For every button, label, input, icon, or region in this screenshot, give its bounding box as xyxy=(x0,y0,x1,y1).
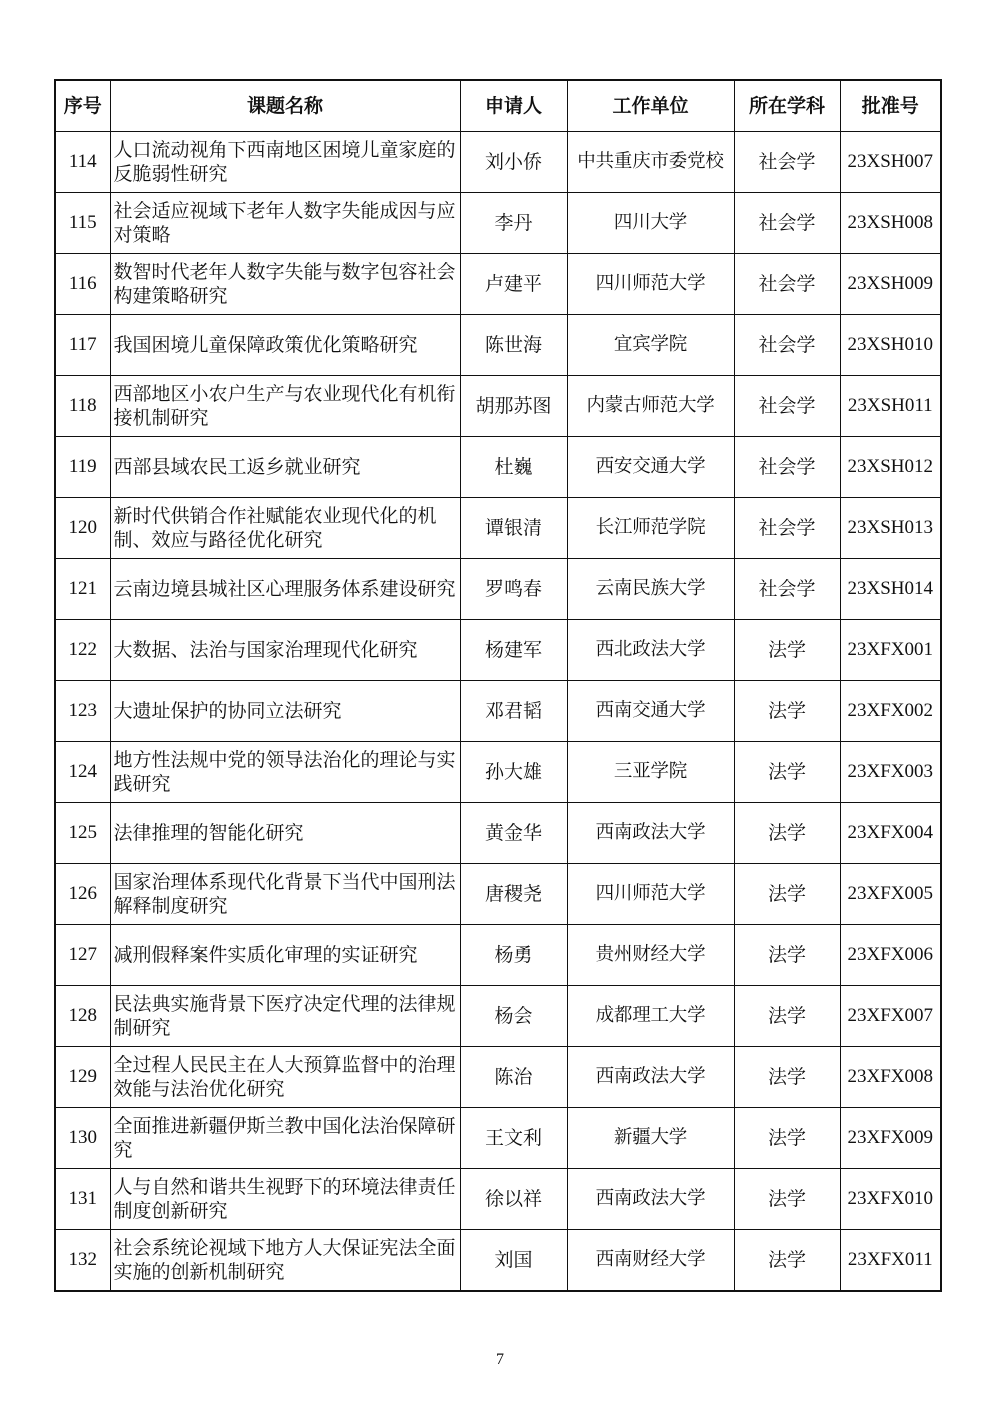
table-row xyxy=(55,864,941,925)
cell-applicant: 刘小侨 xyxy=(460,132,567,193)
cell-title: 云南边境县城社区心理服务体系建设研究 xyxy=(110,559,460,620)
table-header-row xyxy=(55,80,941,132)
cell-discipline: 法学 xyxy=(734,1047,840,1108)
cell-unit: 四川师范大学 xyxy=(567,864,734,925)
cell-applicant: 陈世海 xyxy=(460,315,567,376)
cell-applicant: 唐稷尧 xyxy=(460,864,567,925)
cell-title: 地方性法规中党的领导法治化的理论与实践研究 xyxy=(110,742,460,803)
cell-no: 120 xyxy=(55,498,110,559)
cell-approval: 23XSH014 xyxy=(840,559,941,620)
cell-title: 数智时代老年人数字失能与数字包容社会构建策略研究 xyxy=(110,254,460,315)
cell-discipline: 法学 xyxy=(734,620,840,681)
cell-title: 全面推进新疆伊斯兰教中国化法治保障研究 xyxy=(110,1108,460,1169)
header-discipline: 所在学科 xyxy=(734,80,840,132)
cell-title: 人口流动视角下西南地区困境儿童家庭的反脆弱性研究 xyxy=(110,132,460,193)
cell-unit: 四川大学 xyxy=(567,193,734,254)
table-row xyxy=(55,742,941,803)
cell-unit: 西南政法大学 xyxy=(567,803,734,864)
cell-applicant: 邓君韬 xyxy=(460,681,567,742)
table-row xyxy=(55,315,941,376)
cell-applicant: 李丹 xyxy=(460,193,567,254)
cell-discipline: 社会学 xyxy=(734,437,840,498)
cell-no: 130 xyxy=(55,1108,110,1169)
cell-title: 大遗址保护的协同立法研究 xyxy=(110,681,460,742)
cell-no: 123 xyxy=(55,681,110,742)
table-row xyxy=(55,437,941,498)
cell-approval: 23XSH008 xyxy=(840,193,941,254)
project-table xyxy=(54,79,942,1292)
cell-unit: 新疆大学 xyxy=(567,1108,734,1169)
cell-discipline: 法学 xyxy=(734,1169,840,1230)
cell-approval: 23XFX008 xyxy=(840,1047,941,1108)
cell-approval: 23XFX010 xyxy=(840,1169,941,1230)
cell-unit: 云南民族大学 xyxy=(567,559,734,620)
cell-applicant: 罗鸣春 xyxy=(460,559,567,620)
cell-unit: 西南政法大学 xyxy=(567,1169,734,1230)
cell-approval: 23XSH012 xyxy=(840,437,941,498)
cell-applicant: 杨会 xyxy=(460,986,567,1047)
cell-approval: 23XFX005 xyxy=(840,864,941,925)
cell-unit: 四川师范大学 xyxy=(567,254,734,315)
cell-approval: 23XSH007 xyxy=(840,132,941,193)
table-row xyxy=(55,1047,941,1108)
cell-unit: 成都理工大学 xyxy=(567,986,734,1047)
cell-discipline: 社会学 xyxy=(734,559,840,620)
cell-no: 124 xyxy=(55,742,110,803)
cell-no: 129 xyxy=(55,1047,110,1108)
cell-applicant: 徐以祥 xyxy=(460,1169,567,1230)
cell-no: 131 xyxy=(55,1169,110,1230)
cell-no: 114 xyxy=(55,132,110,193)
cell-approval: 23XFX006 xyxy=(840,925,941,986)
table-row xyxy=(55,132,941,193)
cell-approval: 23XFX009 xyxy=(840,1108,941,1169)
cell-discipline: 法学 xyxy=(734,986,840,1047)
cell-applicant: 杜巍 xyxy=(460,437,567,498)
cell-discipline: 法学 xyxy=(734,803,840,864)
cell-title: 全过程人民民主在人大预算监督中的治理效能与法治优化研究 xyxy=(110,1047,460,1108)
cell-discipline: 社会学 xyxy=(734,132,840,193)
header-no: 序号 xyxy=(55,80,110,132)
header-applicant: 申请人 xyxy=(460,80,567,132)
table-row xyxy=(55,498,941,559)
cell-approval: 23XFX007 xyxy=(840,986,941,1047)
cell-title: 西部地区小农户生产与农业现代化有机衔接机制研究 xyxy=(110,376,460,437)
cell-applicant: 孙大雄 xyxy=(460,742,567,803)
cell-applicant: 王文利 xyxy=(460,1108,567,1169)
cell-no: 122 xyxy=(55,620,110,681)
cell-approval: 23XSH013 xyxy=(840,498,941,559)
cell-applicant: 刘国 xyxy=(460,1230,567,1292)
table-row xyxy=(55,254,941,315)
header-title: 课题名称 xyxy=(110,80,460,132)
table-row xyxy=(55,681,941,742)
cell-no: 115 xyxy=(55,193,110,254)
cell-no: 125 xyxy=(55,803,110,864)
cell-applicant: 杨勇 xyxy=(460,925,567,986)
cell-no: 132 xyxy=(55,1230,110,1292)
cell-unit: 西南财经大学 xyxy=(567,1230,734,1292)
table-row xyxy=(55,986,941,1047)
cell-title: 法律推理的智能化研究 xyxy=(110,803,460,864)
page-number: 7 xyxy=(496,1351,504,1368)
cell-title: 我国困境儿童保障政策优化策略研究 xyxy=(110,315,460,376)
cell-unit: 中共重庆市委党校 xyxy=(567,132,734,193)
cell-approval: 23XFX004 xyxy=(840,803,941,864)
table-body xyxy=(55,132,941,1292)
cell-title: 新时代供销合作社赋能农业现代化的机制、效应与路径优化研究 xyxy=(110,498,460,559)
cell-title: 社会系统论视域下地方人大保证宪法全面实施的创新机制研究 xyxy=(110,1230,460,1292)
table-row xyxy=(55,1108,941,1169)
cell-approval: 23XSH009 xyxy=(840,254,941,315)
cell-discipline: 社会学 xyxy=(734,193,840,254)
project-table-container xyxy=(54,79,940,1292)
cell-applicant: 卢建平 xyxy=(460,254,567,315)
cell-applicant: 黄金华 xyxy=(460,803,567,864)
cell-title: 减刑假释案件实质化审理的实证研究 xyxy=(110,925,460,986)
cell-unit: 三亚学院 xyxy=(567,742,734,803)
cell-applicant: 陈治 xyxy=(460,1047,567,1108)
cell-approval: 23XFX002 xyxy=(840,681,941,742)
cell-discipline: 社会学 xyxy=(734,254,840,315)
cell-title: 人与自然和谐共生视野下的环境法律责任制度创新研究 xyxy=(110,1169,460,1230)
cell-approval: 23XSH010 xyxy=(840,315,941,376)
table-row xyxy=(55,1169,941,1230)
table-row xyxy=(55,1230,941,1292)
table-row xyxy=(55,925,941,986)
cell-unit: 长江师范学院 xyxy=(567,498,734,559)
cell-title: 西部县域农民工返乡就业研究 xyxy=(110,437,460,498)
cell-unit: 西南政法大学 xyxy=(567,1047,734,1108)
cell-discipline: 社会学 xyxy=(734,376,840,437)
cell-approval: 23XFX011 xyxy=(840,1230,941,1292)
cell-discipline: 社会学 xyxy=(734,315,840,376)
cell-discipline: 社会学 xyxy=(734,498,840,559)
header-approval: 批准号 xyxy=(840,80,941,132)
header-unit: 工作单位 xyxy=(567,80,734,132)
table-row xyxy=(55,803,941,864)
cell-no: 126 xyxy=(55,864,110,925)
cell-no: 128 xyxy=(55,986,110,1047)
table-row xyxy=(55,376,941,437)
cell-title: 社会适应视域下老年人数字失能成因与应对策略 xyxy=(110,193,460,254)
cell-approval: 23XFX001 xyxy=(840,620,941,681)
cell-applicant: 谭银清 xyxy=(460,498,567,559)
cell-no: 117 xyxy=(55,315,110,376)
cell-discipline: 法学 xyxy=(734,864,840,925)
cell-no: 116 xyxy=(55,254,110,315)
cell-discipline: 法学 xyxy=(734,1108,840,1169)
cell-unit: 宜宾学院 xyxy=(567,315,734,376)
cell-no: 118 xyxy=(55,376,110,437)
cell-title: 民法典实施背景下医疗决定代理的法律规制研究 xyxy=(110,986,460,1047)
table-row xyxy=(55,559,941,620)
cell-no: 121 xyxy=(55,559,110,620)
cell-unit: 贵州财经大学 xyxy=(567,925,734,986)
cell-discipline: 法学 xyxy=(734,742,840,803)
cell-applicant: 胡那苏图 xyxy=(460,376,567,437)
cell-approval: 23XFX003 xyxy=(840,742,941,803)
cell-unit: 西南交通大学 xyxy=(567,681,734,742)
table-row xyxy=(55,620,941,681)
cell-applicant: 杨建军 xyxy=(460,620,567,681)
cell-unit: 西北政法大学 xyxy=(567,620,734,681)
cell-title: 大数据、法治与国家治理现代化研究 xyxy=(110,620,460,681)
cell-title: 国家治理体系现代化背景下当代中国刑法解释制度研究 xyxy=(110,864,460,925)
cell-unit: 西安交通大学 xyxy=(567,437,734,498)
cell-unit: 内蒙古师范大学 xyxy=(567,376,734,437)
cell-no: 119 xyxy=(55,437,110,498)
table-row xyxy=(55,193,941,254)
cell-discipline: 法学 xyxy=(734,681,840,742)
cell-no: 127 xyxy=(55,925,110,986)
cell-discipline: 法学 xyxy=(734,1230,840,1292)
cell-discipline: 法学 xyxy=(734,925,840,986)
cell-approval: 23XSH011 xyxy=(840,376,941,437)
